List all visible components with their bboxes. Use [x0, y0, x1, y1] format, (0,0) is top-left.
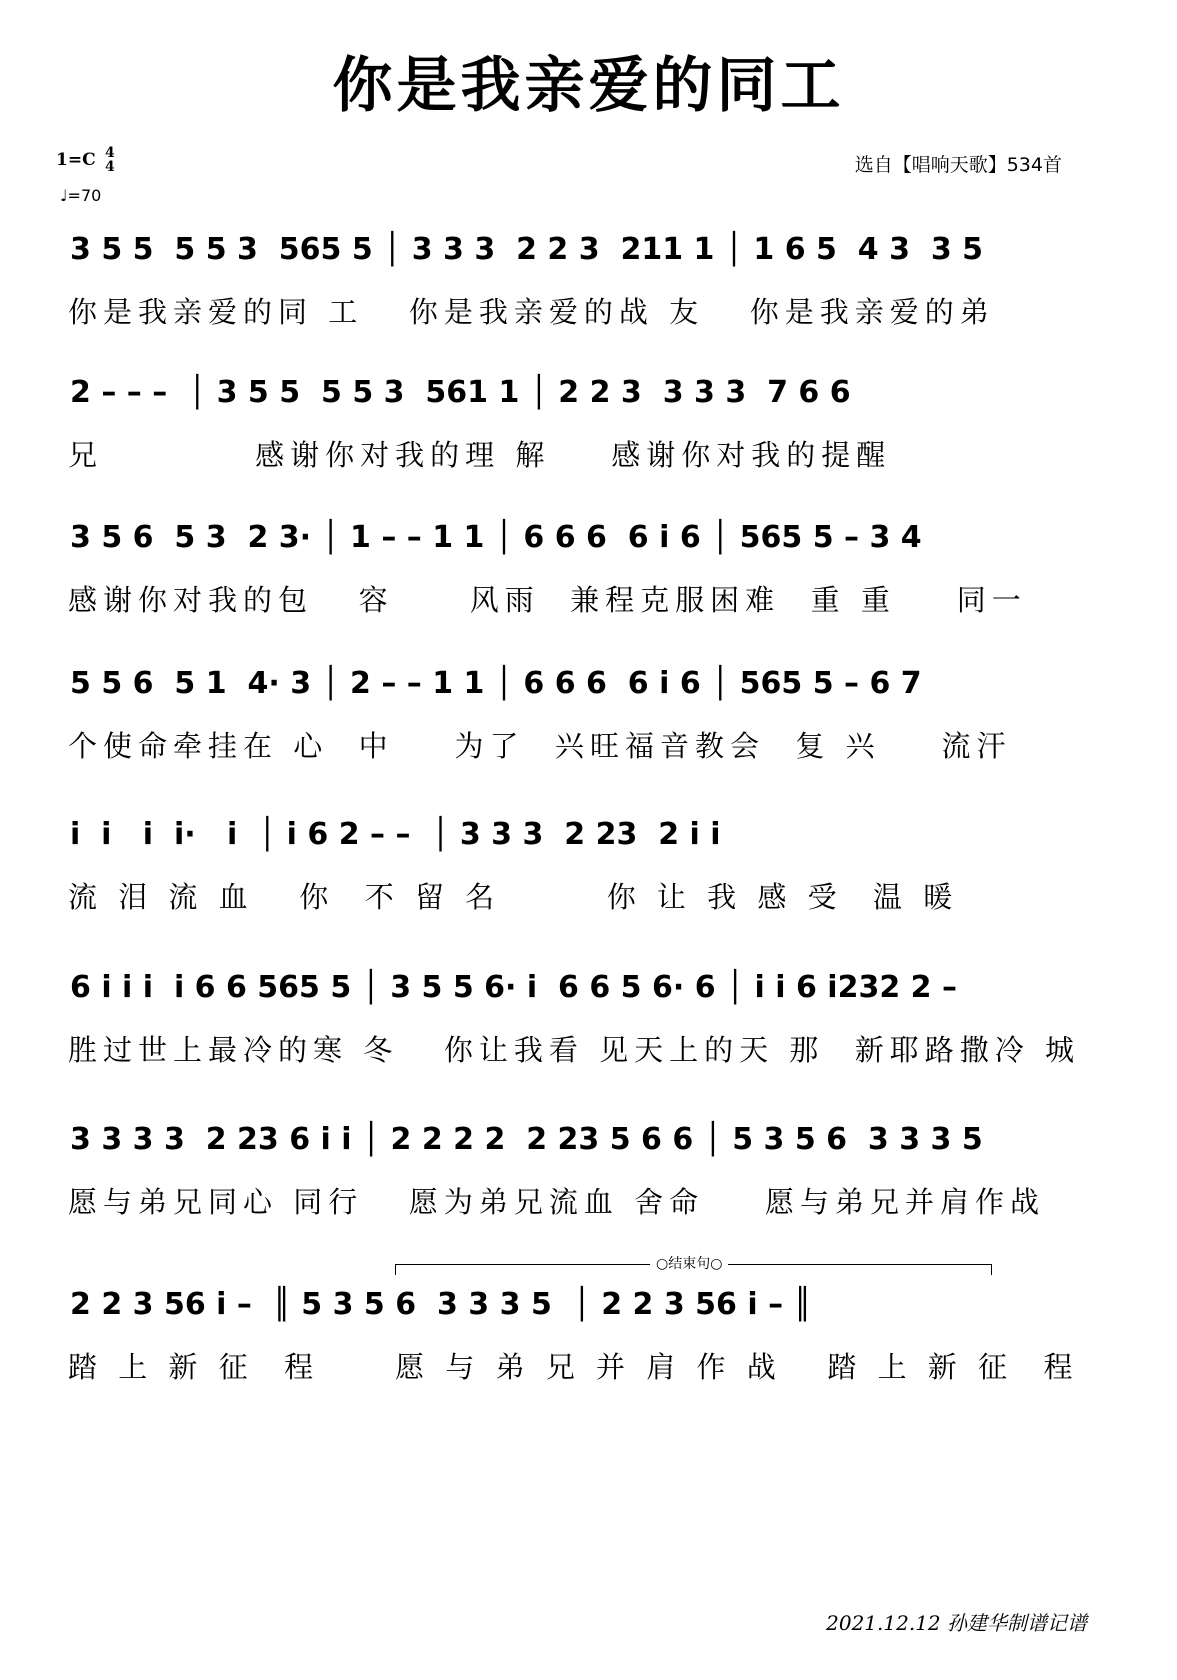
- notes-text: 3 5 5 5 5 3 565 5 │ 3 3 3 2 2 3 211 1 │ 1 6 5 4 3 3 5: [70, 232, 984, 267]
- time-signature: [105, 146, 115, 174]
- tempo-marking: ♩=70: [60, 186, 102, 205]
- score-system-1: [70, 230, 1120, 360]
- lyrics-line: 流 泪 流 血 你 不 留 名 你 让 我 感 受 温 暖: [68, 880, 959, 914]
- notes-text: 2 2 3 56 i – ║ 5 3 5 6 3 3 3 5 │ 2 2 3 56 i – ║: [70, 1287, 812, 1322]
- time-signature-top: 4: [105, 145, 115, 161]
- notation-line: [70, 518, 1120, 574]
- score-system-4: [70, 664, 1120, 794]
- song-title: 你是我亲爱的同工: [332, 51, 845, 121]
- notes-text: 2 – – – │ 3 5 5 5 5 3 561 1 │ 2 2 3 3 3 3 7 6 6: [70, 375, 851, 410]
- notation-line: [70, 230, 1120, 286]
- notation-line: [70, 815, 1120, 871]
- lyrics-line: 你是我亲爱的同 工 你是我亲爱的战 友 你是我亲爱的弟: [68, 295, 995, 329]
- score-system-2: [70, 373, 1120, 503]
- notation-line: [70, 1285, 1120, 1341]
- score-system-7: [70, 1120, 1120, 1250]
- coda-label: ○结束句○: [650, 1253, 728, 1273]
- score-system-5: [70, 815, 1120, 945]
- time-signature-bottom: 4: [105, 159, 115, 175]
- transcriber-credit: 2021.12.12 孙建华制谱记谱: [826, 1611, 1087, 1635]
- notes-text: 6 i i i i 6 6 565 5 │ 3 5 5 6· i 6 6 5 6· 6 │ i i 6 i232 2 –: [70, 970, 957, 1005]
- lyrics-line: 兄 感谢你对我的理 解 感谢你对我的提醒: [68, 438, 892, 472]
- key-signature: 1=C: [56, 150, 96, 170]
- source-note: 选自【唱响天歌】534首: [854, 154, 1062, 176]
- score-system-6: [70, 968, 1120, 1098]
- lyrics-line: 愿与弟兄同心 同行 愿为弟兄流血 舍命 愿与弟兄并肩作战: [68, 1185, 1045, 1219]
- lyrics-line: 个使命牵挂在 心 中 为了 兴旺福音教会 复 兴 流汗: [68, 729, 1012, 763]
- score-system-3: [70, 518, 1120, 648]
- notation-line: [70, 1120, 1120, 1176]
- notation-line: [70, 373, 1120, 429]
- score-system-8: [70, 1285, 1120, 1415]
- lyrics-line: 胜过世上最冷的寒 冬 你让我看 见天上的天 那 新耶路撒冷 城: [68, 1033, 1080, 1067]
- lyrics-line: 感谢你对我的包 容 风雨 兼程克服困难 重 重 同一: [68, 583, 1027, 617]
- notation-line: [70, 664, 1120, 720]
- notation-line: [70, 968, 1120, 1024]
- notes-text: 3 5 6 5 3 2 3· │ 1 – – 1 1 │ 6 6 6 6 i 6 │ 565 5 – 3 4: [70, 520, 922, 555]
- notes-text: 5 5 6 5 1 4· 3 │ 2 – – 1 1 │ 6 6 6 6 i 6 │ 565 5 – 6 7: [70, 666, 922, 701]
- notes-text: i i i i· i │ i 6 2 – – │ 3 3 3 2 23 2 i i: [70, 817, 721, 852]
- lyrics-line: 踏 上 新 征 程 愿 与 弟 兄 并 肩 作 战 踏 上 新 征 程: [68, 1350, 1079, 1384]
- notes-text: 3 3 3 3 2 23 6 i i │ 2 2 2 2 2 23 5 6 6 │ 5 3 5 6 3 3 3 5: [70, 1122, 983, 1157]
